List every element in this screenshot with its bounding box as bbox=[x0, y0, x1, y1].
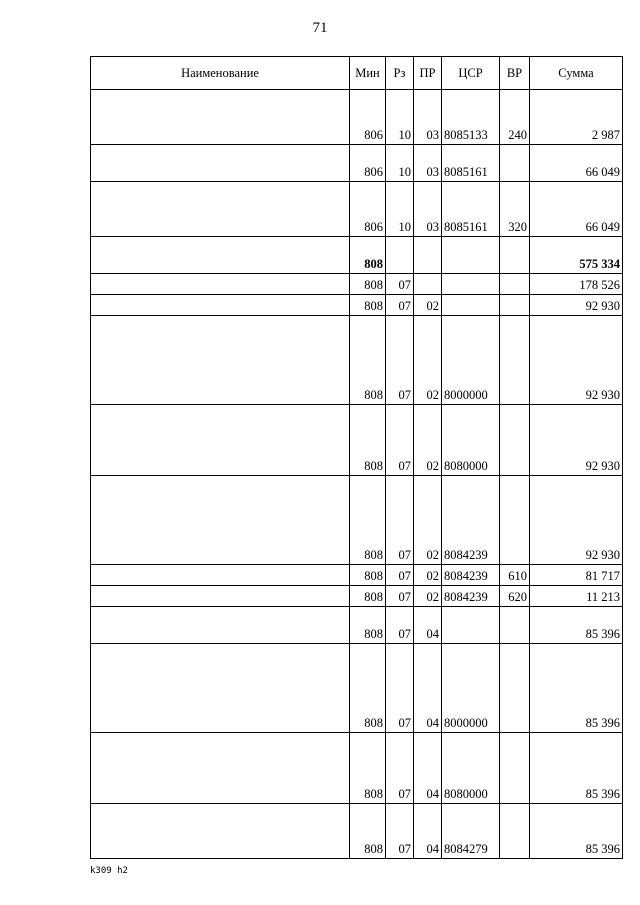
cell-rz: 07 bbox=[386, 476, 414, 565]
cell-pr: 02 bbox=[414, 476, 442, 565]
cell-sum: 92 930 bbox=[530, 295, 623, 316]
table-row bbox=[91, 804, 623, 859]
cell-min: 806 bbox=[350, 145, 386, 182]
cell-vr bbox=[500, 804, 530, 859]
cell-csr: 8084239 bbox=[442, 565, 500, 586]
cell-vr: 240 bbox=[500, 90, 530, 145]
table-row bbox=[91, 565, 623, 586]
cell-csr: 8084239 bbox=[442, 586, 500, 607]
cell-min: 808 bbox=[350, 316, 386, 405]
cell-pr: 04 bbox=[414, 644, 442, 733]
cell-vr bbox=[500, 295, 530, 316]
cell-pr: 03 bbox=[414, 182, 442, 237]
cell-rz: 07 bbox=[386, 565, 414, 586]
cell-sum: 85 396 bbox=[530, 607, 623, 644]
cell-min: 808 bbox=[350, 586, 386, 607]
cell-name bbox=[91, 90, 350, 145]
header-sum: Сумма bbox=[530, 57, 623, 90]
cell-pr: 03 bbox=[414, 90, 442, 145]
cell-csr: 8080000 bbox=[442, 733, 500, 804]
cell-sum: 85 396 bbox=[530, 644, 623, 733]
table-row bbox=[91, 586, 623, 607]
cell-pr: 03 bbox=[414, 145, 442, 182]
cell-sum: 575 334 bbox=[530, 237, 623, 274]
cell-name bbox=[91, 586, 350, 607]
cell-rz bbox=[386, 237, 414, 274]
cell-sum: 81 717 bbox=[530, 565, 623, 586]
cell-pr: 02 bbox=[414, 586, 442, 607]
header-name: Наименование bbox=[91, 57, 350, 90]
cell-sum: 66 049 bbox=[530, 145, 623, 182]
cell-vr bbox=[500, 145, 530, 182]
table-row bbox=[91, 607, 623, 644]
cell-vr bbox=[500, 237, 530, 274]
cell-sum: 2 987 bbox=[530, 90, 623, 145]
cell-name bbox=[91, 145, 350, 182]
cell-pr: 02 bbox=[414, 316, 442, 405]
cell-rz: 10 bbox=[386, 145, 414, 182]
table-row bbox=[91, 644, 623, 733]
cell-name bbox=[91, 405, 350, 476]
cell-vr bbox=[500, 316, 530, 405]
budget-table bbox=[90, 56, 623, 859]
header-rz: Рз bbox=[386, 57, 414, 90]
cell-min: 808 bbox=[350, 405, 386, 476]
table-row bbox=[91, 90, 623, 145]
cell-sum: 92 930 bbox=[530, 476, 623, 565]
cell-min: 808 bbox=[350, 295, 386, 316]
cell-vr bbox=[500, 644, 530, 733]
cell-pr: 02 bbox=[414, 565, 442, 586]
cell-rz: 10 bbox=[386, 182, 414, 237]
cell-min: 808 bbox=[350, 565, 386, 586]
table-header-row bbox=[91, 57, 623, 90]
cell-sum: 66 049 bbox=[530, 182, 623, 237]
cell-csr: 8000000 bbox=[442, 316, 500, 405]
cell-name bbox=[91, 295, 350, 316]
cell-rz: 07 bbox=[386, 644, 414, 733]
cell-pr bbox=[414, 274, 442, 295]
cell-rz: 07 bbox=[386, 733, 414, 804]
cell-vr bbox=[500, 476, 530, 565]
cell-rz: 10 bbox=[386, 90, 414, 145]
cell-pr: 04 bbox=[414, 607, 442, 644]
cell-vr bbox=[500, 733, 530, 804]
table-row bbox=[91, 182, 623, 237]
cell-vr bbox=[500, 274, 530, 295]
cell-min: 806 bbox=[350, 182, 386, 237]
page-number: 71 bbox=[312, 20, 328, 36]
header-min: Мин bbox=[350, 57, 386, 90]
cell-name bbox=[91, 733, 350, 804]
cell-min: 808 bbox=[350, 733, 386, 804]
cell-vr: 610 bbox=[500, 565, 530, 586]
cell-csr bbox=[442, 274, 500, 295]
header-pr: ПР bbox=[414, 57, 442, 90]
cell-min: 808 bbox=[350, 644, 386, 733]
cell-sum: 85 396 bbox=[530, 733, 623, 804]
cell-sum: 11 213 bbox=[530, 586, 623, 607]
cell-rz: 07 bbox=[386, 316, 414, 405]
footer-code: k309 h2 bbox=[90, 866, 128, 876]
cell-vr: 620 bbox=[500, 586, 530, 607]
cell-sum: 92 930 bbox=[530, 316, 623, 405]
cell-csr bbox=[442, 295, 500, 316]
cell-min: 808 bbox=[350, 237, 386, 274]
cell-name bbox=[91, 607, 350, 644]
cell-name bbox=[91, 182, 350, 237]
cell-pr: 04 bbox=[414, 804, 442, 859]
cell-name bbox=[91, 274, 350, 295]
header-vr: ВР bbox=[500, 57, 530, 90]
cell-rz: 07 bbox=[386, 274, 414, 295]
cell-csr: 8085161 bbox=[442, 145, 500, 182]
cell-min: 808 bbox=[350, 607, 386, 644]
cell-pr: 04 bbox=[414, 733, 442, 804]
cell-pr: 02 bbox=[414, 295, 442, 316]
table-row bbox=[91, 145, 623, 182]
cell-sum: 178 526 bbox=[530, 274, 623, 295]
cell-min: 808 bbox=[350, 804, 386, 859]
cell-csr: 8000000 bbox=[442, 644, 500, 733]
table-row bbox=[91, 476, 623, 565]
table-row bbox=[91, 274, 623, 295]
cell-rz: 07 bbox=[386, 804, 414, 859]
cell-name bbox=[91, 237, 350, 274]
cell-sum: 92 930 bbox=[530, 405, 623, 476]
cell-rz: 07 bbox=[386, 295, 414, 316]
cell-csr bbox=[442, 607, 500, 644]
cell-name bbox=[91, 316, 350, 405]
cell-pr: 02 bbox=[414, 405, 442, 476]
header-csr: ЦСР bbox=[442, 57, 500, 90]
cell-rz: 07 bbox=[386, 607, 414, 644]
cell-vr bbox=[500, 405, 530, 476]
cell-csr: 8084239 bbox=[442, 476, 500, 565]
cell-rz: 07 bbox=[386, 405, 414, 476]
cell-csr bbox=[442, 237, 500, 274]
cell-name bbox=[91, 644, 350, 733]
cell-name bbox=[91, 565, 350, 586]
cell-min: 808 bbox=[350, 476, 386, 565]
table-row bbox=[91, 295, 623, 316]
cell-csr: 8085133 bbox=[442, 90, 500, 145]
cell-min: 808 bbox=[350, 274, 386, 295]
table-row bbox=[91, 237, 623, 274]
cell-rz: 07 bbox=[386, 586, 414, 607]
cell-name bbox=[91, 476, 350, 565]
table-row bbox=[91, 316, 623, 405]
cell-sum: 85 396 bbox=[530, 804, 623, 859]
cell-name bbox=[91, 804, 350, 859]
cell-min: 806 bbox=[350, 90, 386, 145]
table-row bbox=[91, 405, 623, 476]
cell-vr: 320 bbox=[500, 182, 530, 237]
cell-vr bbox=[500, 607, 530, 644]
cell-csr: 8085161 bbox=[442, 182, 500, 237]
table-row bbox=[91, 733, 623, 804]
cell-csr: 8080000 bbox=[442, 405, 500, 476]
cell-pr bbox=[414, 237, 442, 274]
cell-csr: 8084279 bbox=[442, 804, 500, 859]
